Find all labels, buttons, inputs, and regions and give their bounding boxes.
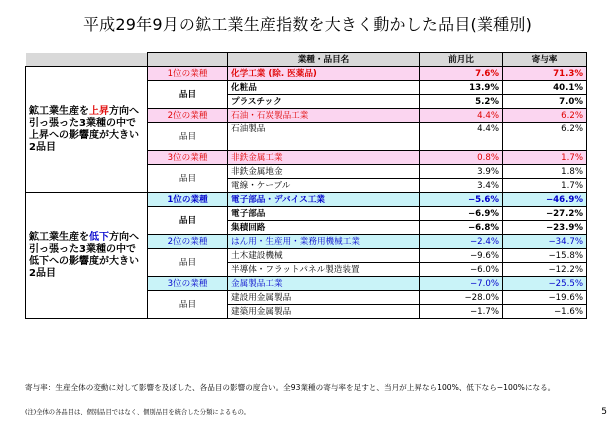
industry-row-up-1: 鉱工業生産を上昇方向へ引っ張った3業種の中で上昇への影響度が大きい2品目 1位の業種 化学工業 (除. 医薬品) 7.6% 71.3% bbox=[26, 67, 587, 81]
footer-note-contribution: 寄与率：生産全体の変動に対して影響を及ぼした、各品目の影響の度合い。全93業種の寄与率を足すと、当月が上昇なら100%、低下なら−100%になる。 bbox=[25, 383, 556, 392]
industry-row-up-2: 2位の業種 石油・石炭製品工業 4.4% 6.2% bbox=[26, 109, 587, 123]
group-label-down: 鉱工業生産を低下方向へ引っ張った3業種の中で低下への影響度が大きい2品目 bbox=[26, 193, 148, 319]
item-row: 品目 化粧品 13.9% 40.1% bbox=[26, 81, 587, 95]
header-mom: 前月比 bbox=[420, 53, 503, 67]
industry-row-up-3: 3位の業種 非鉄金属工業 0.8% 1.7% bbox=[26, 151, 587, 165]
item-row: 建築用金属製品 −1.7% −1.6% bbox=[26, 305, 587, 319]
item-row: 品目 建設用金属製品 −28.0% −19.6% bbox=[26, 291, 587, 305]
industry-row-down-1: 鉱工業生産を低下方向へ引っ張った3業種の中で低下への影響度が大きい2品目 1位の業種 電子部品・デバイス工業 −5.6% −46.9% bbox=[26, 193, 587, 207]
item-row: プラスチック 5.2% 7.0% bbox=[26, 95, 587, 109]
page-number: 5 bbox=[601, 407, 607, 417]
item-row: 集積回路 −6.8% −23.9% bbox=[26, 221, 587, 235]
header-contrib: 寄与率 bbox=[503, 53, 587, 67]
industry-row-down-3: 3位の業種 金属製品工業 −7.0% −25.5% bbox=[26, 277, 587, 291]
item-row: 電線・ケーブル 3.4% 1.7% bbox=[26, 179, 587, 193]
item-row: 半導体・フラットパネル製造装置 −6.0% −12.2% bbox=[26, 263, 587, 277]
item-row: 品目 非鉄金属地金 3.9% 1.8% bbox=[26, 165, 587, 179]
item-row: 品目 土木建設機械 −9.6% −15.8% bbox=[26, 249, 587, 263]
footer-note-annotation: (注)全体の各品目は、個別品目ではなく、個別品目を統合した分類によるもの。 bbox=[25, 409, 250, 416]
industry-row-down-2: 2位の業種 はん用・生産用・業務用機械工業 −2.4% −34.7% bbox=[26, 235, 587, 249]
header-name: 業種・品目名 bbox=[228, 53, 420, 67]
item-row: 品目 石油製品 4.4% 6.2% bbox=[26, 123, 587, 151]
group-label-up: 鉱工業生産を上昇方向へ引っ張った3業種の中で上昇への影響度が大きい2品目 bbox=[26, 67, 148, 193]
item-row: 品目 電子部品 −6.9% −27.2% bbox=[26, 207, 587, 221]
page-title: 平成29年9月の鉱工業生産指数を大きく動かした品目(業種別) bbox=[82, 15, 533, 34]
ranking-table bbox=[25, 52, 587, 319]
header-row bbox=[26, 53, 587, 67]
